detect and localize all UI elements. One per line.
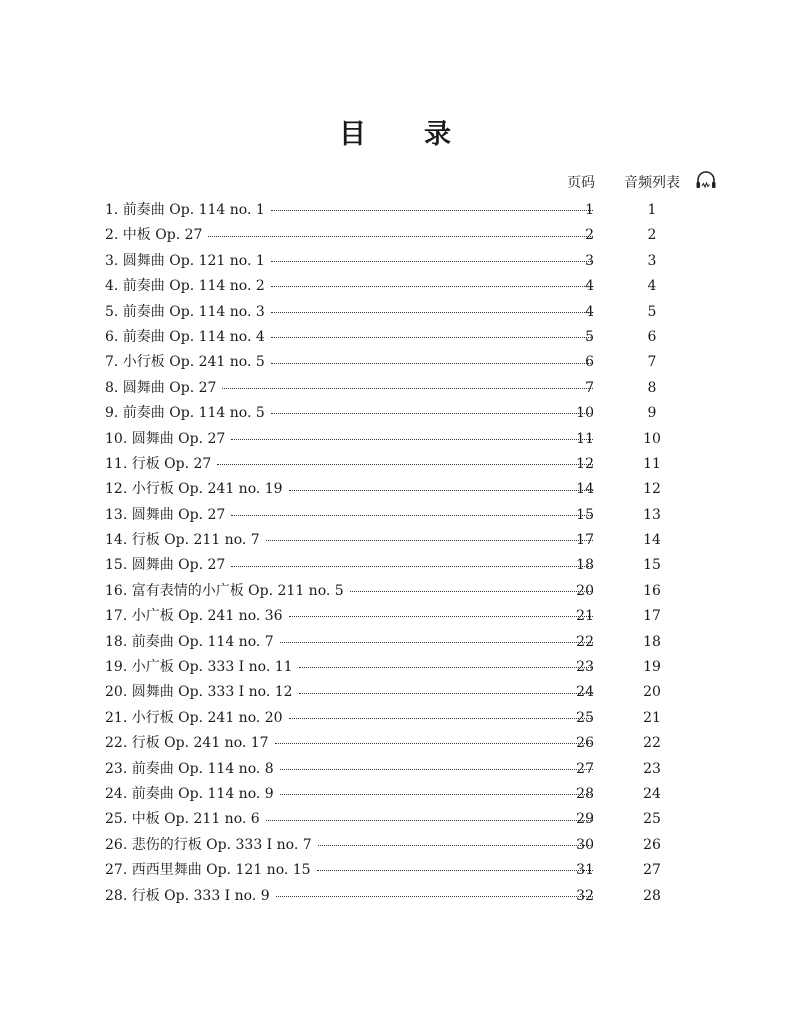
dot-leader [266, 540, 593, 541]
dot-leader [299, 667, 593, 668]
toc-entry-page: 15 [576, 506, 594, 523]
toc-entry-page: 24 [576, 684, 594, 701]
toc-entry[interactable] [105, 376, 685, 401]
dot-leader [266, 820, 593, 821]
page-column-header: 页码 [567, 175, 595, 191]
dot-leader [280, 794, 593, 795]
toc-entry[interactable] [105, 452, 685, 477]
toc-leader [105, 274, 593, 299]
title-char-2: 录 [424, 119, 451, 150]
toc-leader [105, 731, 593, 756]
toc-entry-audio: 13 [643, 506, 661, 523]
toc-entry-page: 31 [576, 862, 594, 879]
toc-entry-page: 1 [585, 202, 594, 218]
toc-entry-page: 17 [576, 532, 594, 549]
dot-leader [271, 261, 593, 262]
dot-leader [289, 718, 593, 719]
title-char-1: 目 [339, 119, 366, 150]
toc-entry-audio: 1 [647, 202, 657, 218]
toc-entry[interactable] [105, 477, 685, 502]
dot-leader [275, 743, 593, 744]
toc-entry[interactable] [105, 604, 685, 629]
toc-entry-audio: 2 [647, 227, 657, 244]
toc-leader [105, 350, 593, 375]
dot-leader [289, 616, 593, 617]
toc-entry-audio: 19 [643, 659, 661, 676]
toc-entry-page: 7 [585, 379, 594, 396]
toc-leader [105, 477, 593, 502]
toc-leader [105, 680, 593, 705]
toc-entry-audio: 18 [643, 633, 661, 650]
toc-entry-page: 2 [585, 227, 594, 244]
dot-leader [317, 870, 593, 871]
toc-entry-audio: 14 [643, 532, 661, 549]
toc-entry-title: 8. 圆舞曲 Op. 27 [105, 379, 217, 396]
toc-entry[interactable] [105, 630, 685, 655]
toc-leader [105, 198, 593, 223]
toc-entry-audio: 24 [643, 785, 661, 802]
toc-entry-title: 10. 圆舞曲 Op. 27 [105, 430, 226, 447]
dot-leader [271, 312, 593, 313]
toc-entry-page: 11 [576, 430, 594, 447]
toc-entry[interactable] [105, 503, 685, 528]
toc-entry-page: 29 [576, 811, 594, 828]
toc-entry[interactable] [105, 528, 685, 553]
toc-entry-title: 7. 小行板 Op. 241 no. 5 [105, 354, 265, 371]
toc-entry-title: 9. 前奏曲 Op. 114 no. 5 [105, 405, 265, 422]
dot-leader [280, 642, 593, 643]
toc-leader [105, 782, 593, 807]
toc-entry-title: 4. 前奏曲 Op. 114 no. 2 [105, 278, 265, 295]
dot-leader [289, 490, 593, 491]
toc-entry[interactable] [105, 579, 685, 604]
toc-leader [105, 528, 593, 553]
toc-entry-page: 28 [576, 785, 594, 802]
dot-leader [231, 515, 593, 516]
toc-entry-audio: 22 [643, 735, 661, 752]
toc-entry-page: 25 [576, 709, 594, 726]
toc-entry-title: 15. 圆舞曲 Op. 27 [105, 557, 226, 574]
toc-entry[interactable] [105, 833, 685, 858]
toc-entry-page: 5 [585, 328, 594, 345]
toc-leader [105, 884, 593, 909]
toc-leader [105, 427, 593, 452]
toc-entry[interactable] [105, 274, 685, 299]
toc-entry-audio: 12 [643, 481, 661, 498]
toc-entry-title: 1. 前奏曲 Op. 114 no. 1 [105, 202, 265, 218]
toc-entry[interactable] [105, 884, 685, 909]
toc-entry-audio: 3 [647, 252, 657, 269]
toc-entry-title: 13. 圆舞曲 Op. 27 [105, 506, 226, 523]
toc-leader [105, 579, 593, 604]
toc-entry-page: 6 [585, 354, 594, 371]
toc-leader [105, 249, 593, 274]
dot-leader [222, 388, 593, 389]
toc-entry-title: 28. 行板 Op. 333 Ⅰ no. 9 [105, 887, 270, 904]
toc-leader [105, 553, 593, 578]
toc-entry-title: 16. 富有表情的小广板 Op. 211 no. 5 [105, 582, 344, 599]
table-of-contents [105, 198, 685, 909]
dot-leader [271, 337, 593, 338]
toc-entry-title: 12. 小行板 Op. 241 no. 19 [105, 481, 283, 498]
toc-entry-page: 12 [576, 455, 594, 472]
toc-entry-audio: 15 [643, 557, 661, 574]
toc-entry[interactable] [105, 223, 685, 248]
toc-entry-audio: 11 [643, 455, 661, 472]
toc-leader [105, 630, 593, 655]
toc-entry[interactable] [105, 706, 685, 731]
toc-entry-page: 4 [585, 278, 594, 295]
toc-leader [105, 325, 593, 350]
toc-entry-page: 20 [576, 582, 594, 599]
toc-entry[interactable] [105, 807, 685, 832]
toc-entry-title: 26. 悲伤的行板 Op. 333 Ⅰ no. 7 [105, 836, 312, 853]
toc-entry[interactable] [105, 757, 685, 782]
dot-leader [318, 845, 593, 846]
headphone-icon [695, 169, 717, 191]
toc-entry-page: 26 [576, 735, 594, 752]
toc-entry-audio: 9 [647, 405, 657, 422]
toc-leader [105, 503, 593, 528]
toc-entry-page: 22 [576, 633, 594, 650]
toc-entry[interactable] [105, 401, 685, 426]
toc-entry[interactable] [105, 300, 685, 325]
toc-entry[interactable] [105, 731, 685, 756]
toc-entry[interactable] [105, 325, 685, 350]
toc-entry[interactable] [105, 782, 685, 807]
toc-entry-audio: 28 [643, 887, 661, 904]
toc-entry-page: 14 [576, 481, 594, 498]
dot-leader [271, 413, 593, 414]
toc-entry[interactable] [105, 680, 685, 705]
toc-entry-page: 32 [576, 887, 594, 904]
toc-entry-page: 27 [576, 760, 594, 777]
toc-entry[interactable] [105, 198, 685, 223]
dot-leader [299, 693, 593, 694]
toc-entry-title: 14. 行板 Op. 211 no. 7 [105, 532, 260, 549]
toc-entry-title: 11. 行板 Op. 27 [105, 455, 212, 472]
toc-entry-title: 17. 小广板 Op. 241 no. 36 [105, 608, 283, 625]
toc-entry[interactable] [105, 553, 685, 578]
toc-entry-title: 19. 小广板 Op. 333 Ⅰ no. 11 [105, 659, 293, 676]
toc-leader [105, 833, 593, 858]
toc-entry-page: 3 [585, 252, 594, 269]
toc-leader [105, 858, 593, 883]
toc-leader [105, 706, 593, 731]
dot-leader [208, 236, 593, 237]
toc-entry-audio: 21 [643, 709, 661, 726]
audio-column-header: 音频列表 [624, 175, 680, 191]
toc-entry-title: 5. 前奏曲 Op. 114 no. 3 [105, 303, 265, 320]
toc-entry-title: 6. 前奏曲 Op. 114 no. 4 [105, 328, 265, 345]
toc-entry[interactable] [105, 655, 685, 680]
toc-entry-title: 18. 前奏曲 Op. 114 no. 7 [105, 633, 274, 650]
toc-entry-audio: 16 [643, 582, 661, 599]
toc-entry-title: 25. 中板 Op. 211 no. 6 [105, 811, 260, 828]
toc-leader [105, 655, 593, 680]
dot-leader [271, 286, 593, 287]
dot-leader [271, 363, 593, 364]
toc-leader [105, 757, 593, 782]
toc-entry-audio: 25 [643, 811, 661, 828]
toc-leader [105, 300, 593, 325]
toc-leader [105, 376, 593, 401]
toc-leader [105, 452, 593, 477]
toc-leader [105, 807, 593, 832]
toc-leader [105, 604, 593, 629]
page-title [0, 112, 790, 151]
toc-entry-title: 22. 行板 Op. 241 no. 17 [105, 735, 269, 752]
toc-entry-page: 21 [576, 608, 594, 625]
dot-leader [280, 769, 593, 770]
dot-leader [350, 591, 593, 592]
toc-leader [105, 401, 593, 426]
dot-leader [276, 896, 593, 897]
toc-entry[interactable] [105, 350, 685, 375]
toc-entry-title: 24. 前奏曲 Op. 114 no. 9 [105, 785, 274, 802]
toc-entry[interactable] [105, 249, 685, 274]
toc-entry-audio: 8 [647, 379, 657, 396]
toc-entry-audio: 10 [643, 430, 661, 447]
toc-entry-title: 27. 西西里舞曲 Op. 121 no. 15 [105, 862, 311, 879]
toc-entry-audio: 17 [643, 608, 661, 625]
toc-leader [105, 223, 593, 248]
toc-entry-audio: 7 [647, 354, 657, 371]
toc-entry-title: 23. 前奏曲 Op. 114 no. 8 [105, 760, 274, 777]
toc-entry-page: 18 [576, 557, 594, 574]
toc-entry-page: 30 [576, 836, 594, 853]
toc-entry-title: 2. 中板 Op. 27 [105, 227, 203, 244]
dot-leader [231, 439, 593, 440]
toc-entry[interactable] [105, 858, 685, 883]
toc-entry-page: 10 [576, 405, 594, 422]
dot-leader [271, 210, 593, 211]
toc-entry-audio: 5 [647, 303, 657, 320]
toc-entry-audio: 4 [647, 278, 657, 295]
toc-entry-audio: 23 [643, 760, 661, 777]
toc-entry-title: 21. 小行板 Op. 241 no. 20 [105, 709, 283, 726]
toc-entry-title: 20. 圆舞曲 Op. 333 Ⅰ no. 12 [105, 684, 293, 701]
toc-entry-title: 3. 圆舞曲 Op. 121 no. 1 [105, 252, 265, 269]
toc-entry-page: 4 [585, 303, 594, 320]
toc-entry-audio: 27 [643, 862, 661, 879]
toc-entry-audio: 26 [643, 836, 661, 853]
toc-entry-page: 23 [576, 659, 594, 676]
toc-entry-audio: 6 [647, 328, 657, 345]
toc-entry[interactable] [105, 427, 685, 452]
dot-leader [217, 464, 593, 465]
dot-leader [231, 566, 593, 567]
toc-entry-audio: 20 [643, 684, 661, 701]
